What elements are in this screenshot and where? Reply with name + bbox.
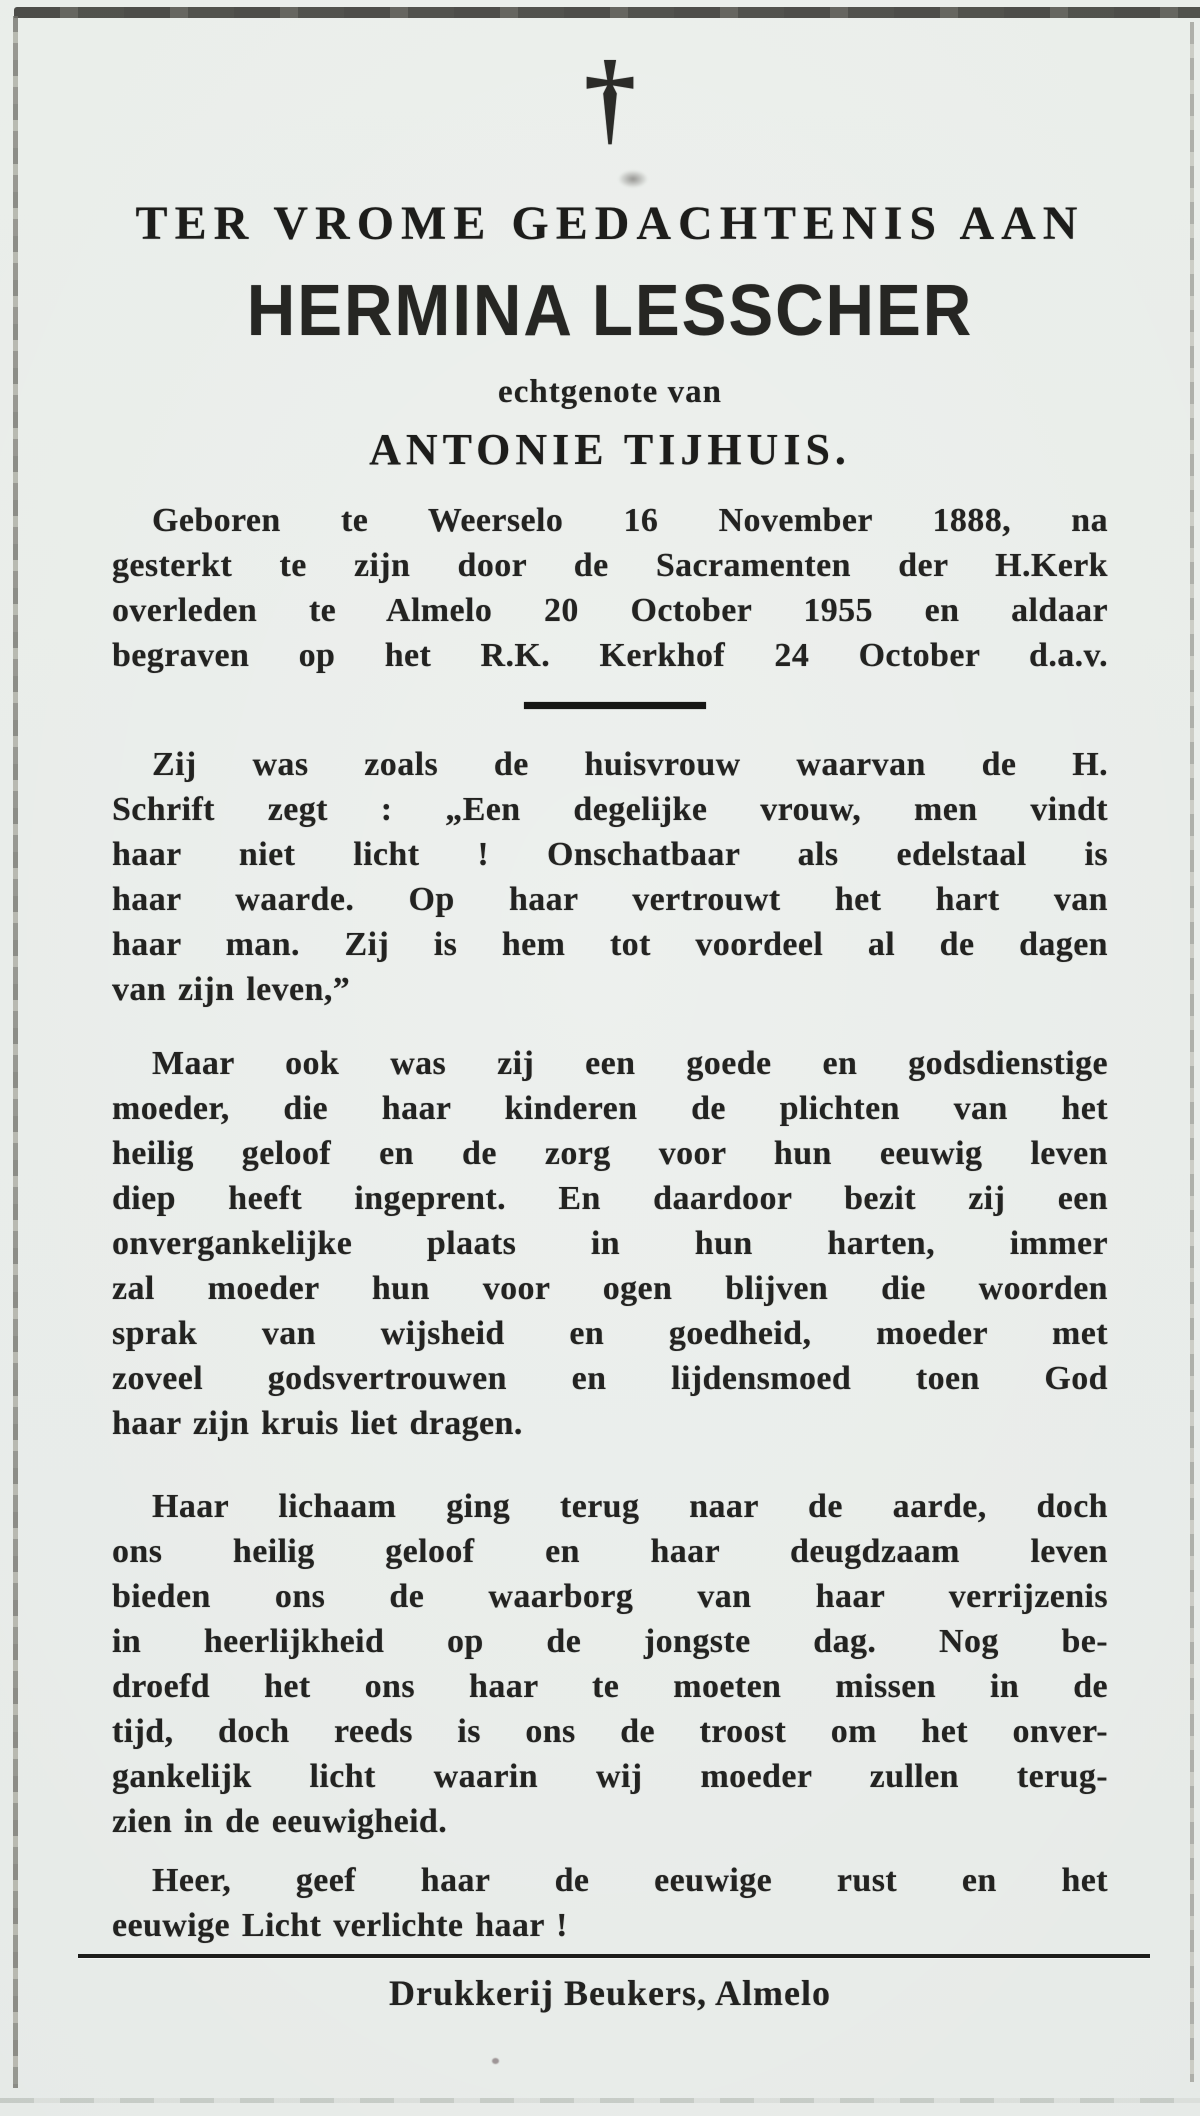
card-left-edge [13, 16, 18, 2088]
ink-speck [492, 2058, 499, 2064]
card-bottom-edge [0, 2098, 1200, 2103]
spouse-name: ANTONIE TIJHUIS. [369, 425, 851, 474]
text-line: heilig geloof en de zorg voor hun eeuwig leven [112, 1135, 1108, 1172]
relation-line: echtgenote van [498, 374, 722, 410]
paragraph-prayer [112, 1858, 1108, 1948]
text-line: eeuwige Licht verlichte haar ! [112, 1907, 568, 1944]
text-line: bieden ons de waarborg van haar verrijzenis [112, 1578, 1108, 1615]
text-line: haar zijn kruis liet dragen. [112, 1405, 523, 1442]
text-line: Schrift zegt : „Een degelijke vrouw, men vindt [112, 791, 1108, 828]
text-line: gankelijk licht waarin wij moeder zullen terug- [112, 1758, 1108, 1795]
text-line: tijd, doch reeds is ons de troost om het onver- [112, 1713, 1108, 1750]
text-line: Maar ook was zij een goede en godsdienstige [152, 1045, 1108, 1082]
text-line: moeder, die haar kinderen de plichten van het [112, 1090, 1108, 1127]
paragraph-scripture [112, 742, 1108, 1012]
text-line: Heer, geef haar de eeuwige rust en het [152, 1862, 1108, 1899]
text-line: zal moeder hun voor ogen blijven die woorden [112, 1270, 1108, 1307]
card-right-edge [1190, 22, 1194, 2082]
text-line: overleden te Almelo 20 October 1955 en aldaar [112, 592, 1108, 629]
text-line: haar waarde. Op haar vertrouwt het hart van [112, 881, 1108, 918]
cross-icon: † [584, 40, 636, 155]
text-line: sprak van wijsheid en goedheid, moeder met [112, 1315, 1108, 1352]
text-line: Haar lichaam ging terug naar de aarde, doch [152, 1488, 1108, 1525]
paragraph-resurrection [112, 1484, 1108, 1844]
card-top-edge [14, 7, 1200, 18]
text-line: begraven op het R.K. Kerkhof 24 October d.a.v. [112, 637, 1108, 674]
paragraph-birth-death [112, 498, 1108, 678]
ink-smudge [618, 170, 648, 188]
text-line: ons heilig geloof en haar deugdzaam leven [112, 1533, 1108, 1570]
deceased-name: HERMINA LESSCHER [246, 269, 974, 351]
paragraph-mother [112, 1041, 1108, 1446]
text-line: zien in de eeuwigheid. [112, 1803, 448, 1840]
text-line: van zijn leven,” [112, 971, 351, 1008]
text-line: onvergankelijke plaats in hun harten, immer [112, 1225, 1108, 1262]
memorial-heading: TER VROME GEDACHTENIS AAN [135, 197, 1085, 250]
text-line: zoveel godsvertrouwen en lijdensmoed toen God [112, 1360, 1108, 1397]
text-line: Zij was zoals de huisvrouw waarvan de H. [152, 746, 1108, 783]
text-line: haar niet licht ! Onschatbaar als edelstaal is [112, 836, 1108, 873]
text-line: gesterkt te zijn door de Sacramenten der H.Kerk [112, 547, 1108, 584]
text-line: in heerlijkheid op de jongste dag. Nog be- [112, 1623, 1108, 1660]
text-line: diep heeft ingeprent. En daardoor bezit zij een [112, 1180, 1108, 1217]
text-line: droefd het ons haar te moeten missen in de [112, 1668, 1108, 1705]
text-line: haar man. Zij is hem tot voordeel al de dagen [112, 926, 1108, 963]
footer-rule [78, 1954, 1150, 1958]
printer-credit: Drukkerij Beukers, Almelo [389, 1973, 831, 2013]
text-line: Geboren te Weerselo 16 November 1888, na [152, 502, 1108, 539]
section-divider [524, 702, 706, 709]
